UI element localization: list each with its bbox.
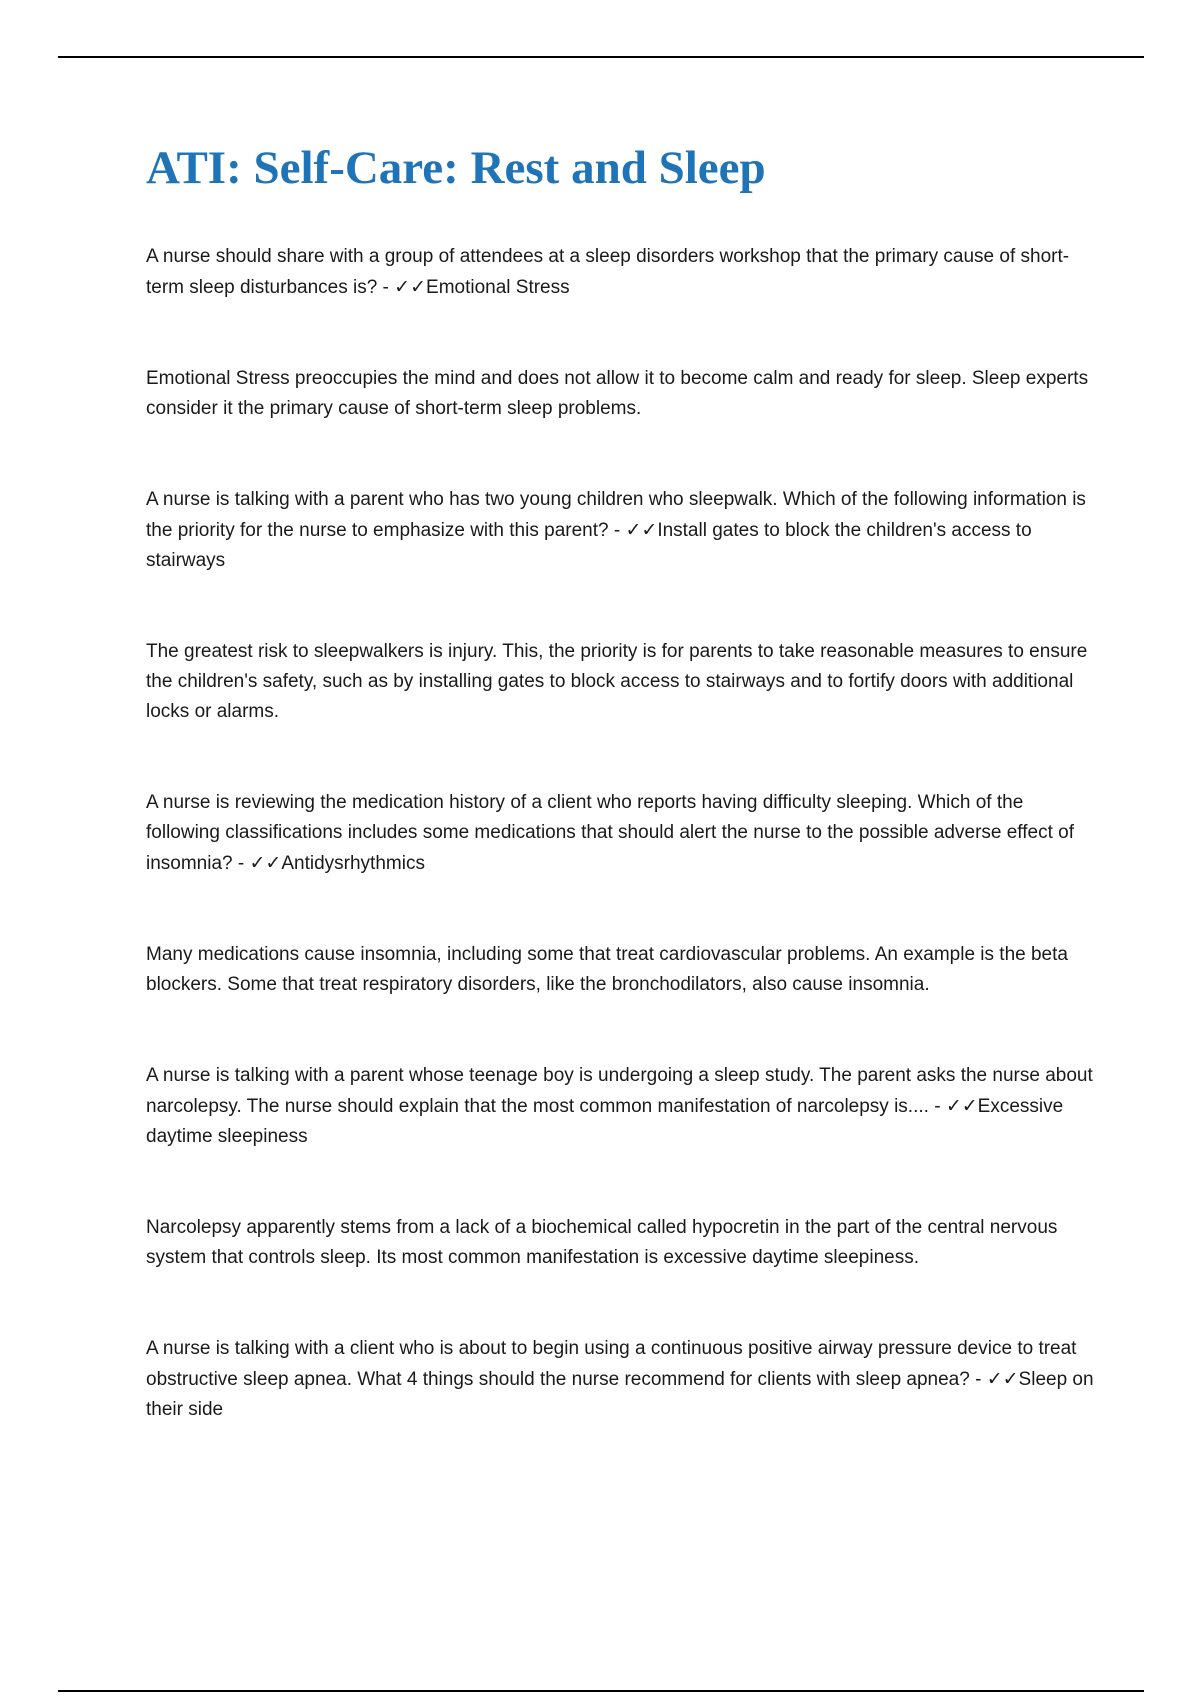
- top-rule: [58, 56, 1144, 58]
- check-mark-icon: ✓✓: [625, 519, 658, 542]
- answer-text: Antidysrhythmics: [281, 853, 425, 875]
- question-1: [146, 242, 1096, 303]
- question-5: [146, 1334, 1096, 1425]
- explanation-2: The greatest risk to sleepwalkers is injury. This, the priority is for parents to take reasonable measures to ensure the children's safety, such as by installing gates to block access to stairways and to fortify doors with additional locks or alarms.: [146, 641, 1088, 723]
- question-2: [146, 485, 1096, 576]
- document-body: [146, 140, 1096, 1486]
- question-text: A nurse should share with a group of attendees at a sleep disorders workshop that the primary cause of short-term sleep disturbances is? -: [146, 246, 1070, 299]
- check-mark-icon: ✓✓: [249, 852, 282, 875]
- answer-text: Excessive daytime sleepiness: [146, 1096, 1064, 1148]
- answer-text: Sleep on their side: [146, 1369, 1094, 1421]
- bottom-rule: [58, 1690, 1144, 1692]
- explanation-4: Narcolepsy apparently stems from a lack of a biochemical called hypocretin in the part of the central nervous system that controls sleep. Its most common manifestation is excessive daytime sleepiness.: [146, 1217, 1058, 1269]
- question-4: [146, 1061, 1096, 1152]
- question-3: [146, 788, 1096, 879]
- question-text: A nurse is talking with a parent whose teenage boy is undergoing a sleep study. The parent asks the nurse about narcolepsy. The nurse should explain that the most common manifestation of narcolepsy is.... -: [146, 1065, 1093, 1118]
- question-text: A nurse is reviewing the medication history of a client who reports having difficulty sleeping. Which of the following classifications includes some medications that should alert the nurse to the possible adverse effect of insomnia? -: [146, 792, 1074, 875]
- explanation-1: Emotional Stress preoccupies the mind and does not allow it to become calm and ready for sleep. Sleep experts consider it the primary cause of short-term sleep problems.: [146, 368, 1089, 420]
- check-mark-icon: ✓✓: [986, 1368, 1019, 1391]
- check-mark-icon: ✓✓: [394, 276, 427, 299]
- question-text: A nurse is talking with a parent who has two young children who sleepwalk. Which of the following information is the priority for the nurse to emphasize with this parent? -: [146, 489, 1086, 542]
- question-text: A nurse is talking with a client who is about to begin using a continuous positive airway pressure device to treat obstructive sleep apnea. What 4 things should the nurse recommend for clients with sleep apnea? -: [146, 1338, 1077, 1391]
- answer-text: Install gates to block the children's access to stairways: [146, 520, 1032, 572]
- check-mark-icon: ✓✓: [945, 1095, 978, 1118]
- document-title: ATI: Self-Care: Rest and Sleep: [146, 142, 766, 194]
- answer-text: Emotional Stress: [426, 277, 570, 299]
- explanation-3: Many medications cause insomnia, including some that treat cardiovascular problems. An example is the beta blockers. Some that treat respiratory disorders, like the bronchodilators, also cause insomnia.: [146, 944, 1068, 996]
